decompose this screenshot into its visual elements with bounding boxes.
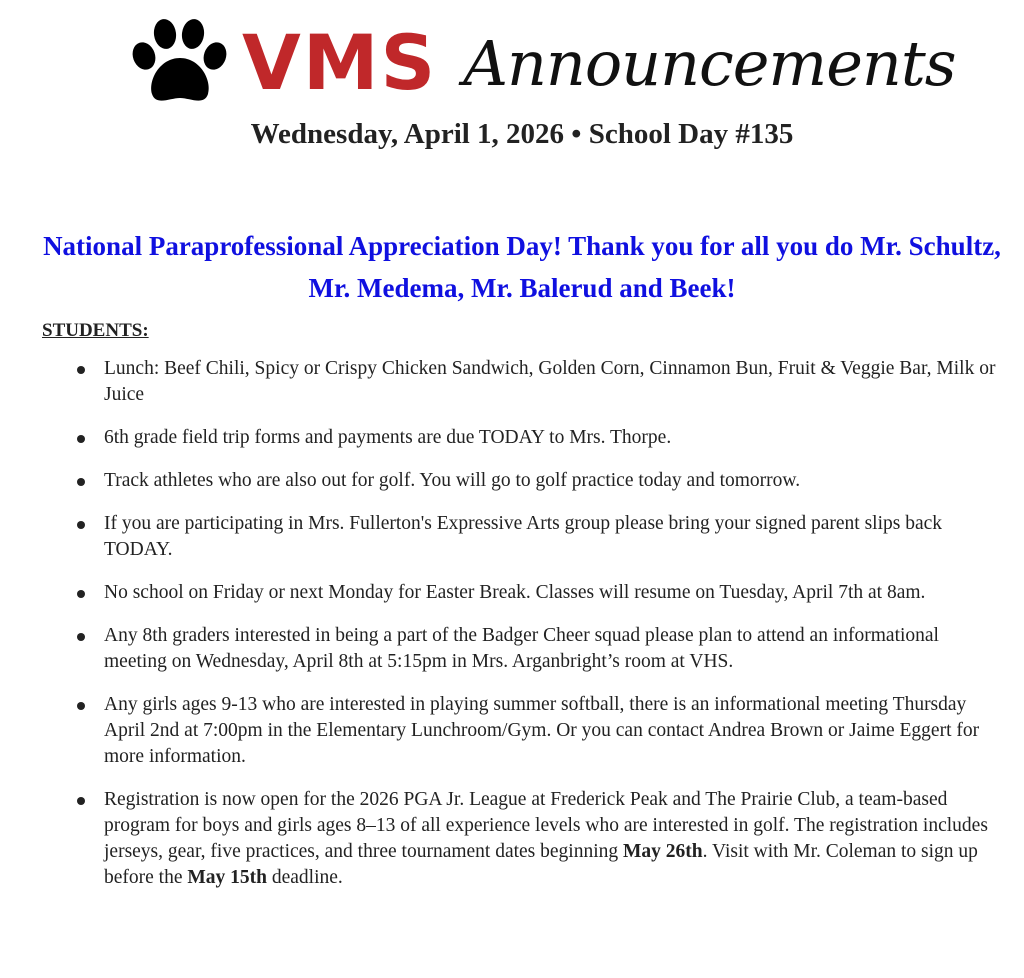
bullet-icon	[77, 702, 85, 710]
item-text: 6th grade field trip forms and payments are due TODAY to Mrs. Thorpe.	[104, 427, 672, 448]
item-text: . Visit with Mr. Coleman to sign up before the	[104, 841, 978, 888]
bullet-icon	[77, 435, 85, 443]
header-banner	[130, 18, 956, 108]
item-date-bold: May 26th	[623, 841, 703, 862]
list-item	[104, 787, 999, 891]
item-text: Lunch: Beef Chili, Spicy or Crispy Chicken Sandwich, Golden Corn, Cinnamon Bun, Fruit & Veggie Bar, Milk or Juice	[104, 358, 996, 405]
bullet-icon	[77, 797, 85, 805]
list-item	[104, 580, 999, 606]
bullet-icon	[77, 633, 85, 641]
list-item	[104, 425, 999, 451]
item-deadline-bold: May 15th	[187, 867, 267, 888]
item-text: No school on Friday or next Monday for Easter Break. Classes will resume on Tuesday, April 7th at 8am.	[104, 582, 926, 603]
list-item	[104, 623, 999, 675]
list-item	[104, 511, 999, 563]
vms-logo-text: VMS	[242, 18, 438, 107]
item-text: Track athletes who are also out for golf. You will go to golf practice today and tomorrow.	[104, 470, 801, 491]
bullet-icon	[77, 521, 85, 529]
list-item	[104, 468, 999, 494]
item-text: If you are participating in Mrs. Fullerton's Expressive Arts group please bring your signed parent slips back TODAY.	[104, 513, 943, 560]
bullet-icon	[77, 366, 85, 374]
list-item	[104, 356, 999, 408]
headline: National Paraprofessional Appreciation Day! Thank you for all you do Mr. Schultz, Mr. Medema, Mr. Balerud and Beek!	[43, 231, 1001, 303]
item-text: Registration is now open for the 2026 PGA Jr. League at Frederick Peak and The Prairie Club, a team-based program for boys and girls ages 8–13 of all experience levels who are interested in golf. The registration includes jerseys, gear, five practices, and three tournament dates beginning	[104, 789, 988, 862]
list-item	[104, 692, 999, 770]
item-text: Any 8th graders interested in being a part of the Badger Cheer squad please plan to attend an informational meeting on Wednesday, April 8th at 5:15pm in Mrs. Arganbright’s room at VHS.	[104, 625, 939, 672]
bullet-icon	[77, 590, 85, 598]
item-text: Any girls ages 9-13 who are interested in playing summer softball, there is an informational meeting Thursday April 2nd at 7:00pm in the Elementary Lunchroom/Gym. Or you can contact Andrea Brown or Jaime Eggert for more information.	[104, 694, 980, 767]
date-line: Wednesday, April 1, 2026 • School Day #135	[250, 118, 794, 150]
section-title-students: STUDENTS:	[42, 320, 149, 341]
bullet-icon	[77, 478, 85, 486]
announcements-title: Announcements	[463, 26, 956, 100]
paw-print-icon	[130, 18, 230, 108]
announcement-list	[0, 356, 999, 908]
item-text: deadline.	[267, 867, 343, 888]
